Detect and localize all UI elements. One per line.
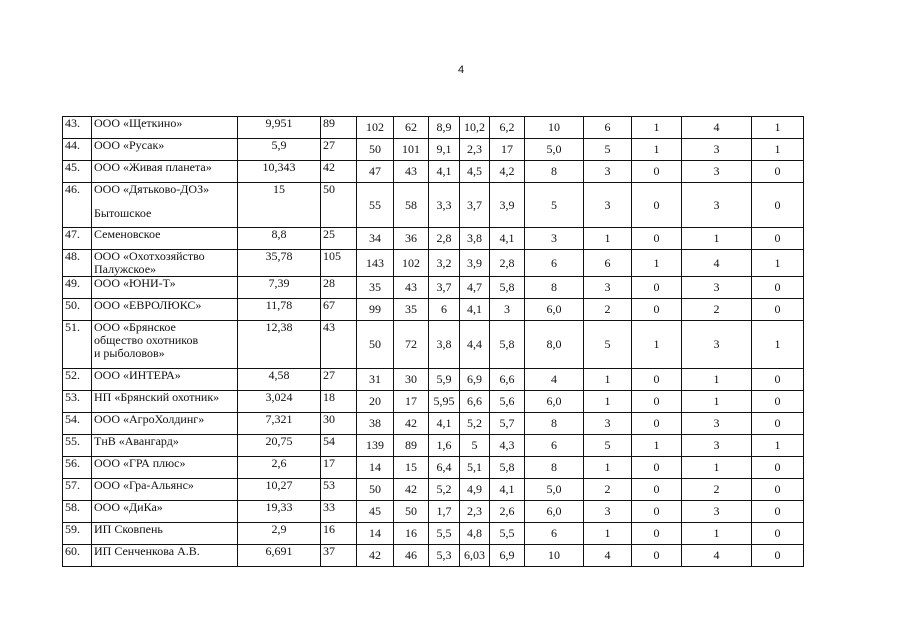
count-value: 16	[321, 523, 357, 545]
area-value: 10,343	[238, 161, 321, 183]
col-4-value: 30	[394, 369, 429, 391]
col-10-value: 0	[632, 183, 682, 228]
col-3-value: 50	[357, 321, 394, 369]
area-value: 9,951	[238, 117, 321, 139]
col-12-value: 0	[752, 479, 804, 501]
col-8-value: 6	[525, 250, 584, 277]
org-name-text: ТнВ «Авангард»	[94, 434, 179, 448]
col-4-value: 16	[394, 523, 429, 545]
col-6-value: 5,2	[460, 413, 490, 435]
col-3-value: 47	[357, 161, 394, 183]
col-5-value: 5,2	[429, 479, 460, 501]
col-10-value: 1	[632, 435, 682, 457]
col-5-value: 8,9	[429, 117, 460, 139]
col-8-value: 6	[525, 435, 584, 457]
col-7-value: 5,6	[490, 391, 525, 413]
count-value: 43	[321, 321, 357, 369]
count-value: 25	[321, 228, 357, 250]
col-6-value: 3,8	[460, 228, 490, 250]
col-3-value: 50	[357, 139, 394, 161]
col-8-value: 6,0	[525, 299, 584, 321]
col-8-value: 4	[525, 369, 584, 391]
col-12-value: 0	[752, 501, 804, 523]
col-11-value: 1	[682, 228, 752, 250]
col-5-value: 3,3	[429, 183, 460, 228]
col-7-value: 3,9	[490, 183, 525, 228]
area-value: 2,6	[238, 457, 321, 479]
col-11-value: 3	[682, 413, 752, 435]
table-row	[63, 413, 804, 435]
col-8-value: 10	[525, 117, 584, 139]
col-10-value: 0	[632, 523, 682, 545]
col-9-value: 1	[584, 523, 632, 545]
count-value: 53	[321, 479, 357, 501]
col-12-value: 1	[752, 435, 804, 457]
col-12-value: 0	[752, 277, 804, 299]
col-12-value: 0	[752, 457, 804, 479]
row-number: 43.	[63, 117, 92, 139]
col-4-value: 43	[394, 161, 429, 183]
row-number: 51.	[63, 321, 92, 369]
row-number: 53.	[63, 391, 92, 413]
table-row	[63, 117, 804, 139]
area-value: 35,78	[238, 250, 321, 277]
col-8-value: 10	[525, 545, 584, 567]
table-row	[63, 321, 804, 369]
row-number: 57.	[63, 479, 92, 501]
org-name	[92, 435, 238, 457]
col-6-value: 5,1	[460, 457, 490, 479]
row-number: 52.	[63, 369, 92, 391]
col-6-value: 6,03	[460, 545, 490, 567]
col-7-value: 5,8	[490, 457, 525, 479]
org-name-text: ООО «ИНТЕРА»	[94, 368, 181, 382]
org-name	[92, 139, 238, 161]
col-11-value: 2	[682, 299, 752, 321]
row-number: 50.	[63, 299, 92, 321]
table-row	[63, 545, 804, 567]
area-value: 12,38	[238, 321, 321, 369]
col-4-value: 43	[394, 277, 429, 299]
org-name-text: ИП Сенченкова А.В.	[94, 544, 200, 558]
org-name	[92, 523, 238, 545]
col-12-value: 0	[752, 413, 804, 435]
count-value: 105	[321, 250, 357, 277]
col-4-value: 35	[394, 299, 429, 321]
org-name	[92, 413, 238, 435]
col-6-value: 4,9	[460, 479, 490, 501]
org-name-text: ИП Сковпень	[94, 522, 163, 536]
col-11-value: 3	[682, 139, 752, 161]
table-row	[63, 250, 804, 277]
col-3-value: 55	[357, 183, 394, 228]
org-name	[92, 161, 238, 183]
col-3-value: 139	[357, 435, 394, 457]
count-value: 89	[321, 117, 357, 139]
col-10-value: 0	[632, 161, 682, 183]
count-value: 50	[321, 183, 357, 228]
col-10-value: 0	[632, 277, 682, 299]
col-9-value: 2	[584, 299, 632, 321]
col-5-value: 1,6	[429, 435, 460, 457]
col-8-value: 5	[525, 183, 584, 228]
org-name	[92, 277, 238, 299]
count-value: 17	[321, 457, 357, 479]
col-12-value: 0	[752, 161, 804, 183]
area-value: 15	[238, 183, 321, 228]
area-value: 19,33	[238, 501, 321, 523]
col-9-value: 1	[584, 369, 632, 391]
col-7-value: 17	[490, 139, 525, 161]
col-10-value: 0	[632, 369, 682, 391]
col-4-value: 36	[394, 228, 429, 250]
org-name-text: ООО «ЕВРОЛЮКС»	[94, 298, 202, 312]
col-7-value: 5,7	[490, 413, 525, 435]
col-7-value: 4,3	[490, 435, 525, 457]
col-5-value: 3,8	[429, 321, 460, 369]
col-7-value: 5,5	[490, 523, 525, 545]
col-10-value: 1	[632, 321, 682, 369]
col-7-value: 6,9	[490, 545, 525, 567]
col-7-value: 5,8	[490, 321, 525, 369]
page-number: 4	[457, 64, 465, 76]
count-value: 37	[321, 545, 357, 567]
col-9-value: 5	[584, 321, 632, 369]
col-4-value: 15	[394, 457, 429, 479]
org-name	[92, 545, 238, 567]
col-8-value: 5,0	[525, 479, 584, 501]
table-row	[63, 277, 804, 299]
col-9-value: 4	[584, 545, 632, 567]
col-3-value: 34	[357, 228, 394, 250]
col-11-value: 3	[682, 183, 752, 228]
row-number: 59.	[63, 523, 92, 545]
col-5-value: 5,95	[429, 391, 460, 413]
col-5-value: 6	[429, 299, 460, 321]
org-subname-text: Бытошское	[94, 206, 152, 220]
col-4-value: 58	[394, 183, 429, 228]
col-6-value: 3,7	[460, 183, 490, 228]
col-3-value: 45	[357, 501, 394, 523]
col-6-value: 4,8	[460, 523, 490, 545]
col-5-value: 5,3	[429, 545, 460, 567]
col-10-value: 0	[632, 545, 682, 567]
col-9-value: 2	[584, 479, 632, 501]
col-12-value: 0	[752, 545, 804, 567]
col-5-value: 4,1	[429, 161, 460, 183]
col-9-value: 1	[584, 228, 632, 250]
col-4-value: 50	[394, 501, 429, 523]
col-11-value: 4	[682, 545, 752, 567]
col-7-value: 3	[490, 299, 525, 321]
col-3-value: 50	[357, 479, 394, 501]
row-number: 54.	[63, 413, 92, 435]
col-4-value: 102	[394, 250, 429, 277]
col-12-value: 1	[752, 117, 804, 139]
col-11-value: 3	[682, 161, 752, 183]
col-4-value: 62	[394, 117, 429, 139]
col-9-value: 5	[584, 435, 632, 457]
col-5-value: 6,4	[429, 457, 460, 479]
col-7-value: 4,2	[490, 161, 525, 183]
area-value: 10,27	[238, 479, 321, 501]
org-name-text: ООО «Брянское общество охотников и рыболовов»	[94, 320, 199, 360]
col-7-value: 4,1	[490, 228, 525, 250]
area-value: 4,58	[238, 369, 321, 391]
table-row	[63, 457, 804, 479]
org-name-text: ООО «Охотхозяйство Палужское»	[94, 249, 205, 276]
col-9-value: 3	[584, 413, 632, 435]
col-5-value: 5,9	[429, 369, 460, 391]
org-name-text: ООО «Гра-Альянс»	[94, 478, 194, 492]
col-11-value: 1	[682, 523, 752, 545]
col-6-value: 6,9	[460, 369, 490, 391]
table-row	[63, 435, 804, 457]
col-8-value: 3	[525, 228, 584, 250]
col-12-value: 0	[752, 228, 804, 250]
col-7-value: 5,8	[490, 277, 525, 299]
org-name	[92, 183, 238, 228]
table-row	[63, 523, 804, 545]
count-value: 33	[321, 501, 357, 523]
col-4-value: 89	[394, 435, 429, 457]
org-name-text: ООО «Живая планета»	[94, 160, 212, 174]
org-name-text: ООО «Дятьково-ДОЗ»	[94, 182, 210, 196]
col-10-value: 0	[632, 457, 682, 479]
area-value: 8,8	[238, 228, 321, 250]
area-value: 6,691	[238, 545, 321, 567]
col-11-value: 4	[682, 117, 752, 139]
org-name-text: ООО «Русак»	[94, 138, 165, 152]
area-value: 20,75	[238, 435, 321, 457]
col-6-value: 4,4	[460, 321, 490, 369]
row-number: 44.	[63, 139, 92, 161]
table-row	[63, 299, 804, 321]
org-name-text: Семеновское	[94, 227, 161, 241]
col-12-value: 1	[752, 321, 804, 369]
col-7-value: 4,1	[490, 479, 525, 501]
col-8-value: 8	[525, 413, 584, 435]
col-8-value: 8	[525, 457, 584, 479]
col-7-value: 6,6	[490, 369, 525, 391]
row-number: 60.	[63, 545, 92, 567]
col-8-value: 8,0	[525, 321, 584, 369]
org-name	[92, 501, 238, 523]
col-3-value: 102	[357, 117, 394, 139]
col-9-value: 6	[584, 117, 632, 139]
col-3-value: 99	[357, 299, 394, 321]
col-4-value: 72	[394, 321, 429, 369]
col-9-value: 6	[584, 250, 632, 277]
col-3-value: 143	[357, 250, 394, 277]
count-value: 42	[321, 161, 357, 183]
area-value: 2,9	[238, 523, 321, 545]
col-10-value: 1	[632, 139, 682, 161]
table-row	[63, 161, 804, 183]
col-12-value: 0	[752, 391, 804, 413]
col-10-value: 1	[632, 250, 682, 277]
col-3-value: 14	[357, 523, 394, 545]
col-9-value: 3	[584, 161, 632, 183]
row-number: 56.	[63, 457, 92, 479]
col-8-value: 6,0	[525, 501, 584, 523]
col-12-value: 0	[752, 299, 804, 321]
col-11-value: 3	[682, 435, 752, 457]
org-name	[92, 321, 238, 369]
table-row	[63, 139, 804, 161]
col-11-value: 4	[682, 250, 752, 277]
col-11-value: 1	[682, 457, 752, 479]
org-name-text: ООО «Щеткино»	[94, 116, 183, 130]
row-number: 55.	[63, 435, 92, 457]
col-3-value: 20	[357, 391, 394, 413]
col-8-value: 8	[525, 161, 584, 183]
col-7-value: 6,2	[490, 117, 525, 139]
col-11-value: 1	[682, 369, 752, 391]
org-name-text: ООО «ЮНИ-Т»	[94, 276, 176, 290]
col-7-value: 2,6	[490, 501, 525, 523]
col-5-value: 5,5	[429, 523, 460, 545]
col-9-value: 3	[584, 183, 632, 228]
org-name-text: НП «Брянский охотник»	[94, 390, 220, 404]
col-10-value: 0	[632, 479, 682, 501]
col-8-value: 6,0	[525, 391, 584, 413]
row-number: 58.	[63, 501, 92, 523]
hunting-grounds-table	[62, 116, 804, 567]
area-value: 7,321	[238, 413, 321, 435]
col-10-value: 0	[632, 391, 682, 413]
col-6-value: 4,1	[460, 299, 490, 321]
col-6-value: 10,2	[460, 117, 490, 139]
col-9-value: 3	[584, 501, 632, 523]
col-3-value: 14	[357, 457, 394, 479]
org-name	[92, 250, 238, 277]
col-5-value: 9,1	[429, 139, 460, 161]
col-12-value: 0	[752, 523, 804, 545]
area-value: 7,39	[238, 277, 321, 299]
col-10-value: 1	[632, 117, 682, 139]
col-8-value: 5,0	[525, 139, 584, 161]
col-5-value: 3,7	[429, 277, 460, 299]
col-11-value: 3	[682, 277, 752, 299]
col-6-value: 4,5	[460, 161, 490, 183]
col-5-value: 4,1	[429, 413, 460, 435]
col-5-value: 2,8	[429, 228, 460, 250]
org-name	[92, 369, 238, 391]
col-8-value: 8	[525, 277, 584, 299]
org-name	[92, 457, 238, 479]
col-11-value: 1	[682, 391, 752, 413]
col-5-value: 3,2	[429, 250, 460, 277]
col-9-value: 5	[584, 139, 632, 161]
org-name	[92, 479, 238, 501]
count-value: 54	[321, 435, 357, 457]
table-row	[63, 391, 804, 413]
col-6-value: 5	[460, 435, 490, 457]
col-12-value: 0	[752, 183, 804, 228]
count-value: 30	[321, 413, 357, 435]
col-3-value: 42	[357, 545, 394, 567]
col-3-value: 31	[357, 369, 394, 391]
table-row	[63, 501, 804, 523]
col-8-value: 6	[525, 523, 584, 545]
row-number: 48.	[63, 250, 92, 277]
col-9-value: 3	[584, 277, 632, 299]
col-4-value: 42	[394, 479, 429, 501]
col-9-value: 1	[584, 457, 632, 479]
col-10-value: 0	[632, 501, 682, 523]
count-value: 27	[321, 369, 357, 391]
col-6-value: 3,9	[460, 250, 490, 277]
count-value: 27	[321, 139, 357, 161]
count-value: 18	[321, 391, 357, 413]
col-12-value: 1	[752, 250, 804, 277]
row-number: 46.	[63, 183, 92, 228]
col-4-value: 42	[394, 413, 429, 435]
area-value: 3,024	[238, 391, 321, 413]
org-name-text: ООО «АгроХолдинг»	[94, 412, 205, 426]
org-name	[92, 391, 238, 413]
table-row	[63, 479, 804, 501]
org-name-text: ООО «ДиКа»	[94, 500, 163, 514]
col-10-value: 0	[632, 299, 682, 321]
col-6-value: 6,6	[460, 391, 490, 413]
org-name	[92, 228, 238, 250]
col-7-value: 2,8	[490, 250, 525, 277]
col-4-value: 17	[394, 391, 429, 413]
col-5-value: 1,7	[429, 501, 460, 523]
col-10-value: 0	[632, 228, 682, 250]
area-value: 11,78	[238, 299, 321, 321]
col-6-value: 2,3	[460, 139, 490, 161]
col-12-value: 0	[752, 369, 804, 391]
col-12-value: 1	[752, 139, 804, 161]
row-number: 49.	[63, 277, 92, 299]
org-name-text: ООО «ГРА плюс»	[94, 456, 186, 470]
col-6-value: 2,3	[460, 501, 490, 523]
col-11-value: 2	[682, 479, 752, 501]
col-3-value: 35	[357, 277, 394, 299]
col-3-value: 38	[357, 413, 394, 435]
count-value: 28	[321, 277, 357, 299]
row-number: 45.	[63, 161, 92, 183]
table-row	[63, 228, 804, 250]
col-4-value: 101	[394, 139, 429, 161]
org-name	[92, 299, 238, 321]
col-6-value: 4,7	[460, 277, 490, 299]
table-row	[63, 369, 804, 391]
col-11-value: 3	[682, 321, 752, 369]
col-9-value: 1	[584, 391, 632, 413]
count-value: 67	[321, 299, 357, 321]
org-name	[92, 117, 238, 139]
col-4-value: 46	[394, 545, 429, 567]
area-value: 5,9	[238, 139, 321, 161]
col-10-value: 0	[632, 413, 682, 435]
col-11-value: 3	[682, 501, 752, 523]
row-number: 47.	[63, 228, 92, 250]
table-row	[63, 183, 804, 228]
